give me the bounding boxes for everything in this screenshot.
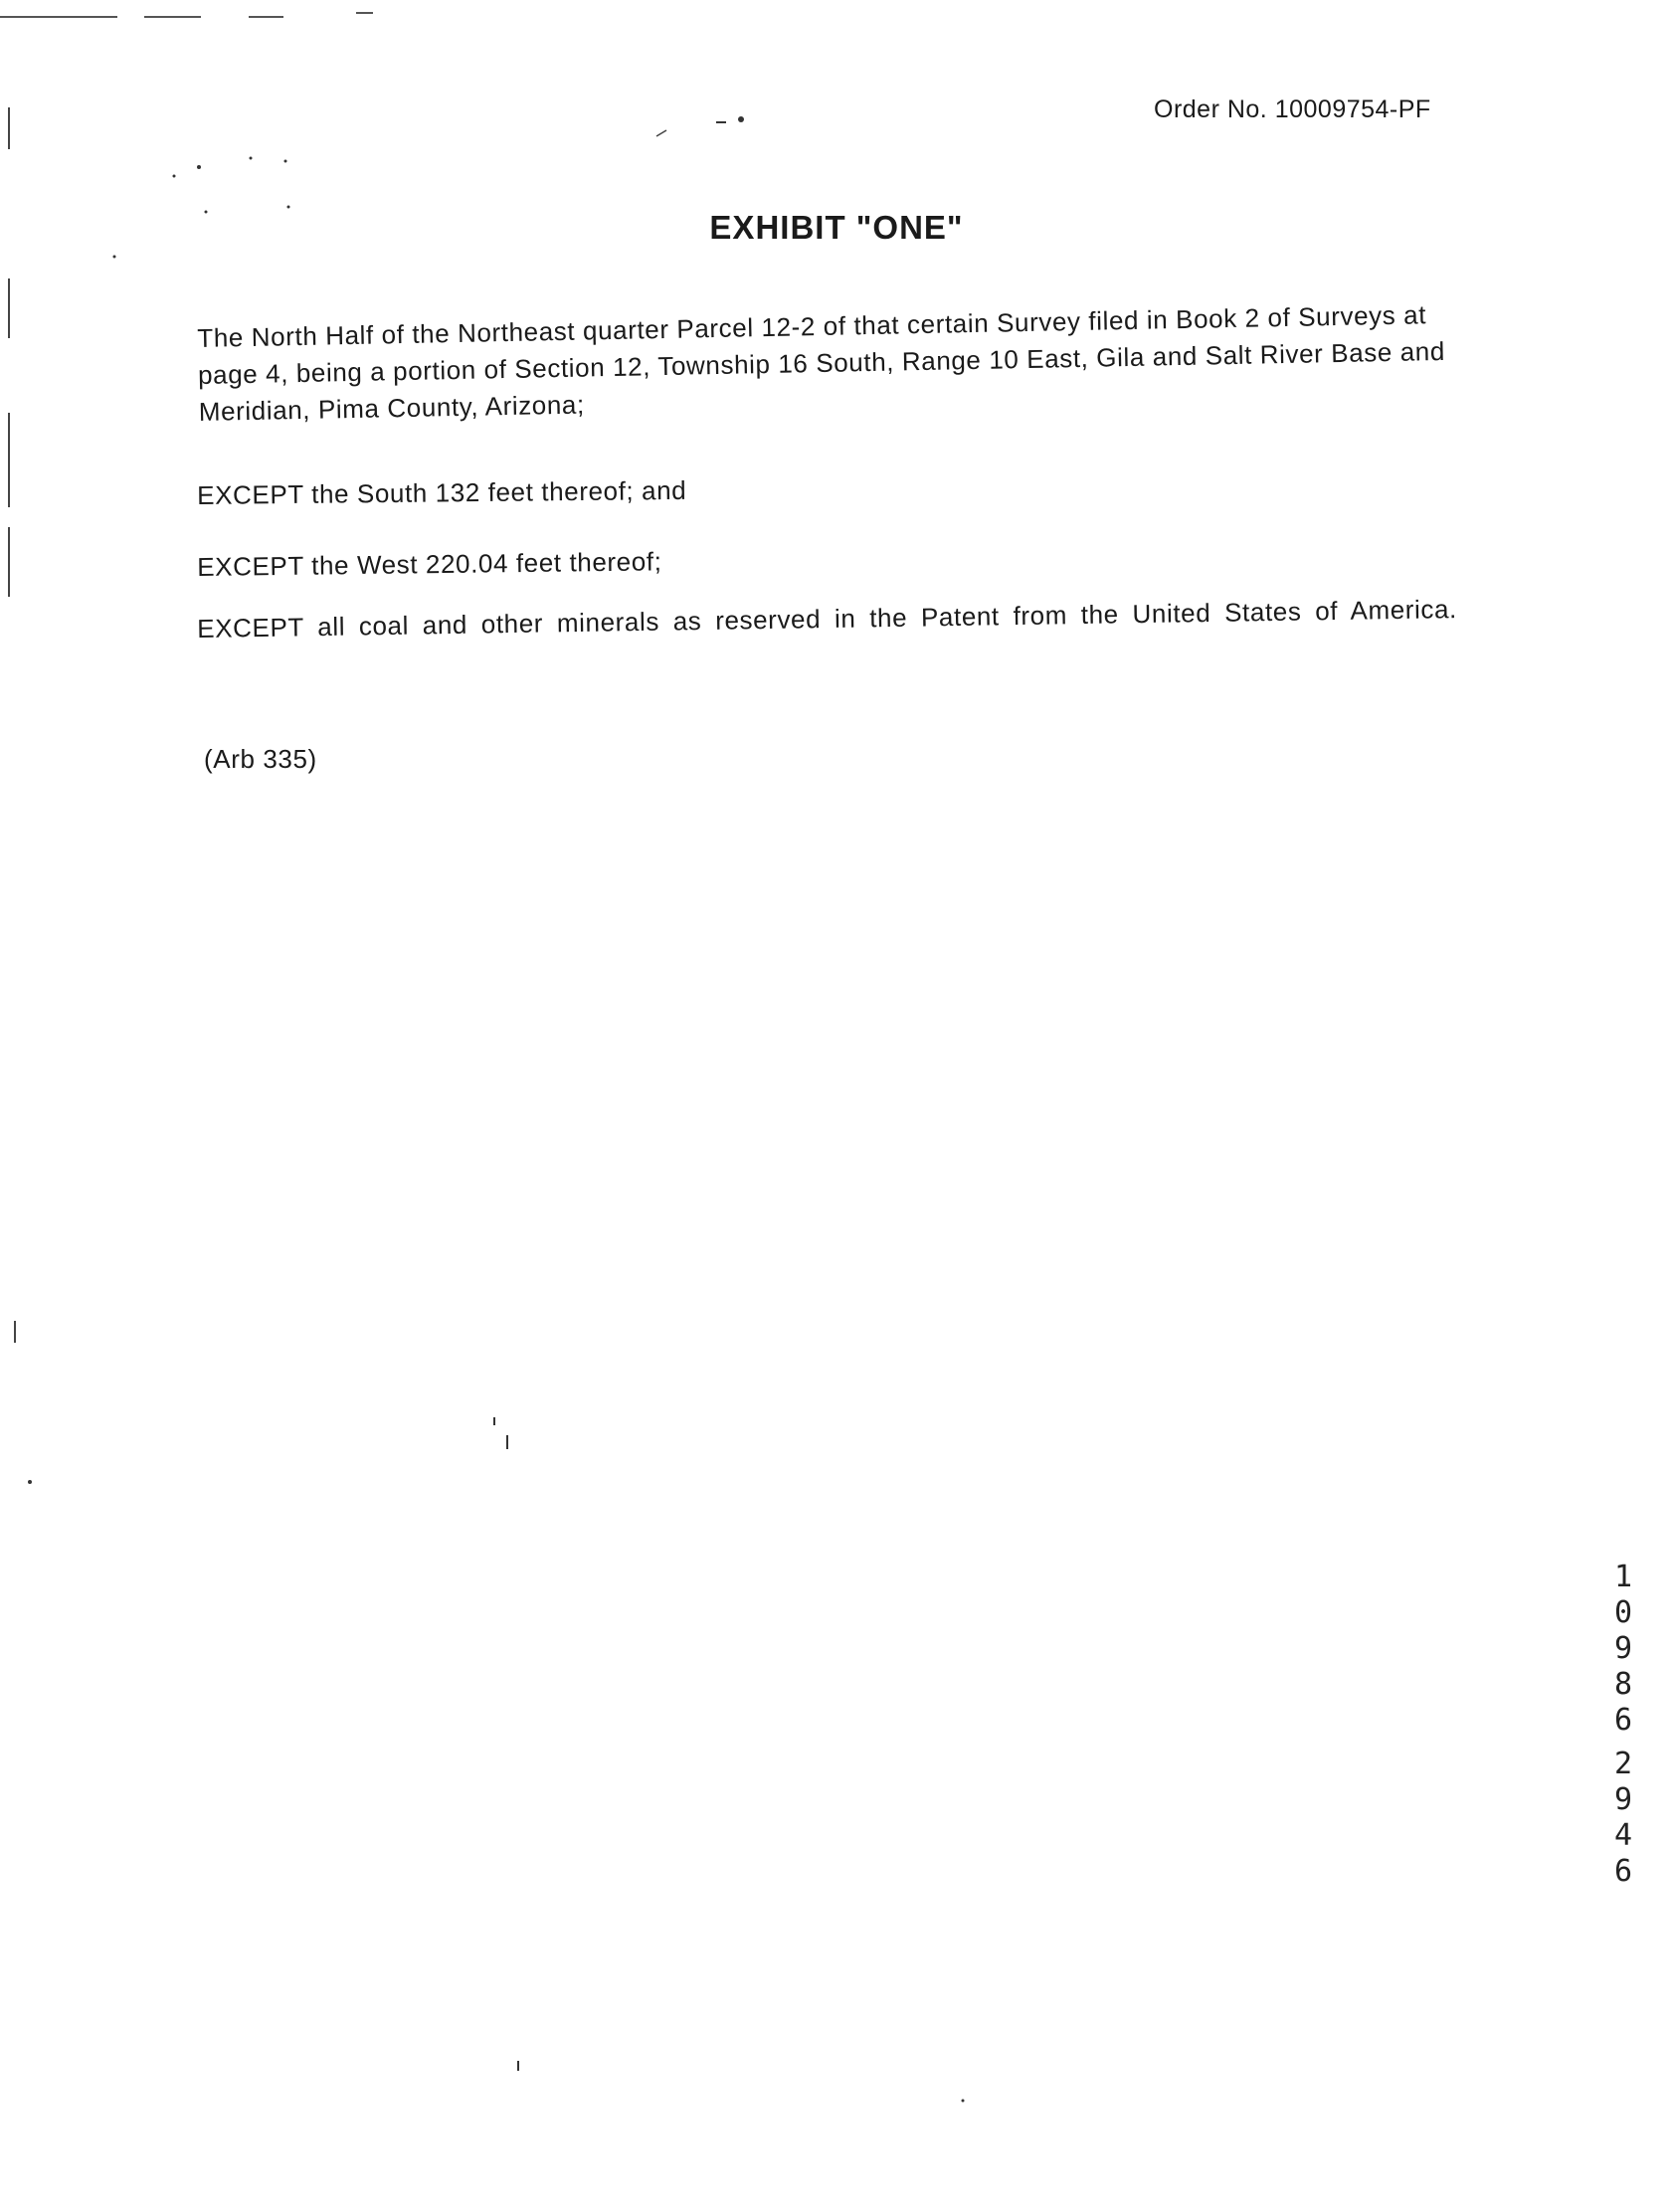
legal-description-paragraph: The North Half of the Northeast quarter Parcel 12-2 of that certain Survey filed in Book 2 of Surveys at page 4, being a portion of Section 12, Township 16 South, Range 10 East, Gila and Salt River Base and Meridian, Pima County, Arizona;: [197, 299, 1446, 427]
exception-west: EXCEPT the West 220.04 feet thereof;: [197, 546, 662, 582]
exception-minerals: EXCEPT all coal and other minerals as reserved in the Patent from the United States of America.: [197, 594, 1458, 644]
exception-south: EXCEPT the South 132 feet thereof; and: [197, 474, 687, 510]
stamp-digit: 6: [1613, 1703, 1633, 1738]
arb-reference: (Arb 335): [204, 744, 317, 774]
stamp-digit: 1: [1613, 1560, 1633, 1594]
stamp-digit: 6: [1613, 1854, 1633, 1889]
exhibit-title: EXHIBIT "ONE": [709, 209, 964, 246]
stamp-digit: 9: [1613, 1631, 1633, 1666]
stamp-digit: 0: [1613, 1595, 1633, 1630]
stamp-digit: 4: [1613, 1818, 1633, 1853]
stamp-digit: 8: [1613, 1667, 1633, 1702]
order-number: Order No. 10009754-PF: [1154, 95, 1431, 123]
scan-specks: [28, 116, 965, 2103]
stamp-digit: 2: [1613, 1747, 1633, 1781]
top-dash-marks: [0, 13, 373, 17]
left-margin-marks: [9, 107, 15, 1343]
stamp-digit: 9: [1613, 1782, 1633, 1817]
